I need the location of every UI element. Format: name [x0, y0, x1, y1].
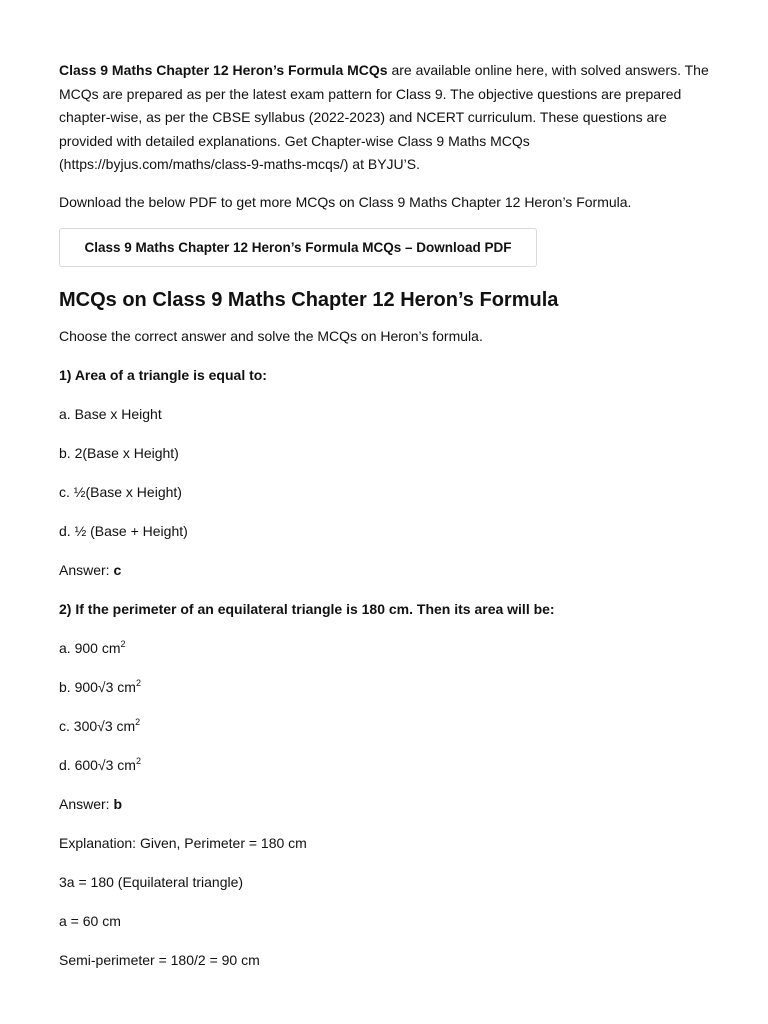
q2-option-c [59, 715, 709, 739]
q2-explanation-line: Explanation: Given, Perimeter = 180 cm [59, 835, 307, 851]
q1-answer [59, 559, 709, 583]
download-pdf-button[interactable]: Class 9 Maths Chapter 12 Heron’s Formula MCQs – Download PDF [59, 228, 537, 267]
q2-option-a [59, 637, 709, 661]
q1-option-d: d. ½ (Base + Height) [59, 523, 188, 539]
q2-option-c-sup: 2 [135, 717, 141, 727]
q2-option-b-sup: 2 [135, 678, 141, 688]
intro-text: are available online here, with solved answers. The MCQs are prepared as per the latest exam pattern for Class 9. The objective questions are prepared chapter-wise, as per the CBSE syllabus (2022-2023) and NCERT curriculum. These questions are provided with detailed explanations. Get Chapter-wise Class 9 Maths MCQs (https://byjus.com/maths/class-9-maths-mcqs/) at BYJU’S. [59, 62, 709, 172]
q2-answer-value: b [113, 796, 123, 812]
question-1: 1) Area of a triangle is equal to: [59, 367, 267, 383]
instruction-text: Choose the correct answer and solve the MCQs on Heron’s formula. [59, 328, 483, 344]
q2-option-d-text: d. 600√3 cm [59, 757, 136, 773]
q2-answer [59, 793, 709, 817]
q1-option-c: c. ½(Base x Height) [59, 484, 182, 500]
q1-answer-value: c [113, 562, 122, 578]
intro-bold-title: Class 9 Maths Chapter 12 Heron’s Formula MCQs [59, 62, 388, 78]
q2-option-b [59, 676, 709, 700]
q2-option-a-text: a. 900 cm [59, 640, 121, 656]
q2-answer-label: Answer: [59, 796, 114, 812]
document-page [59, 0, 709, 973]
q2-option-a-sup: 2 [120, 639, 126, 649]
q2-option-c-text: c. 300√3 cm [59, 718, 136, 734]
q1-answer-label: Answer: [59, 562, 114, 578]
q2-option-b-text: b. 900√3 cm [59, 679, 136, 695]
section-heading: MCQs on Class 9 Maths Chapter 12 Heron’s Formula [59, 289, 559, 311]
question-2: 2) If the perimeter of an equilateral triangle is 180 cm. Then its area will be: [59, 601, 555, 617]
intro-paragraph [59, 59, 709, 177]
q2-option-d-sup: 2 [135, 756, 141, 766]
q2-explanation-line: 3a = 180 (Equilateral triangle) [59, 874, 244, 890]
mcq-content [59, 325, 709, 973]
q1-option-b: b. 2(Base x Height) [59, 445, 179, 461]
q2-explanation-line: Semi-perimeter = 180/2 = 90 cm [59, 952, 260, 968]
q2-explanation-line: a = 60 cm [59, 913, 121, 929]
download-description: Download the below PDF to get more MCQs on Class 9 Maths Chapter 12 Heron’s Formula. [59, 193, 632, 210]
q2-option-d [59, 754, 709, 778]
q1-option-a: a. Base x Height [59, 406, 162, 422]
